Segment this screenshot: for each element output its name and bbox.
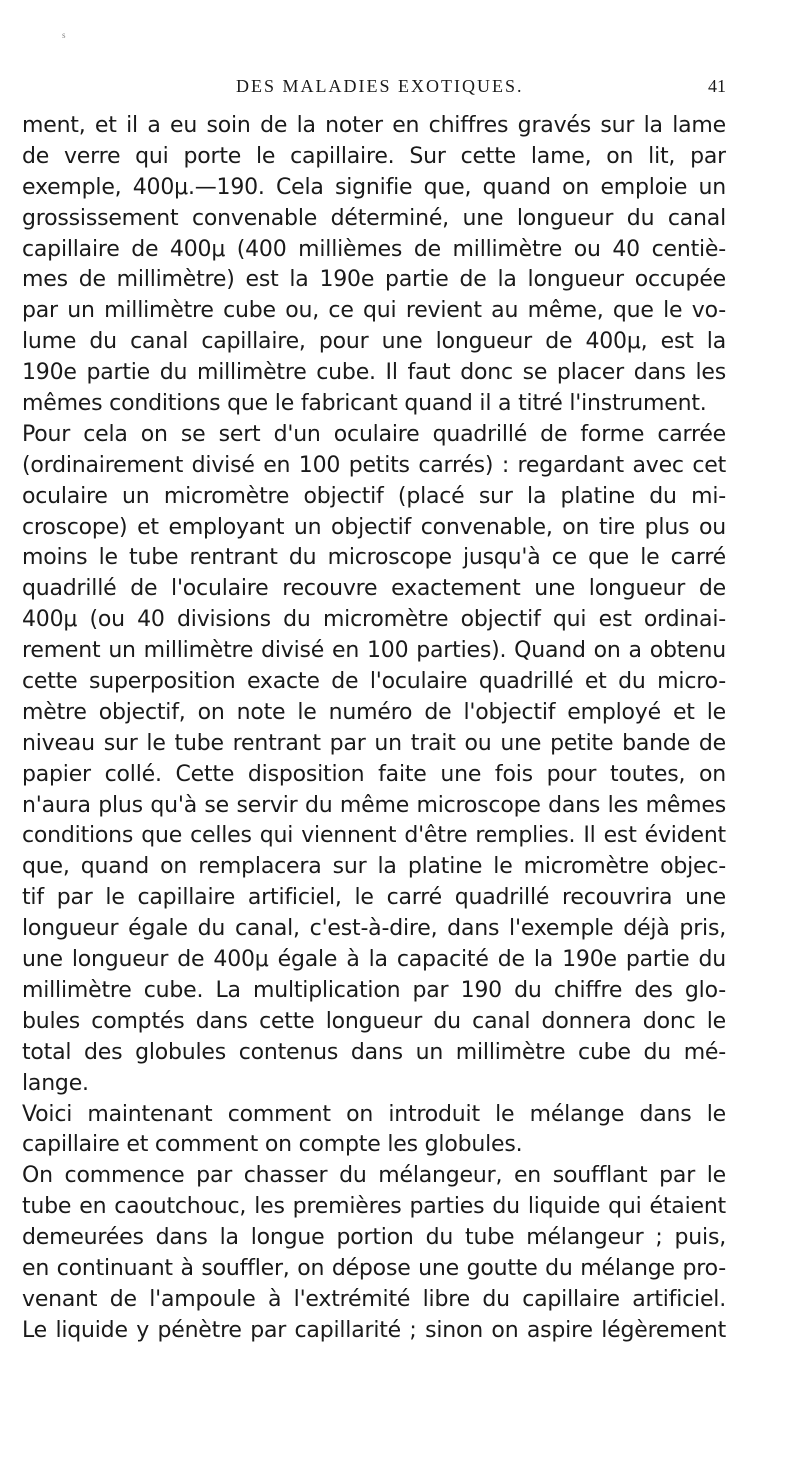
text-line: tif par le capillaire artificiel, le carré quadrillé recouvrira une: [22, 885, 726, 911]
text-line: croscope) et employant un objectif convenable, on tire plus ou: [22, 514, 726, 540]
page-number: 41: [708, 76, 726, 96]
running-title: DES MALADIES EXOTIQUES.: [236, 76, 524, 96]
text-line: une longueur de 400μ égale à la capacité de la 190e partie du: [22, 947, 726, 973]
text-line: total des globules contenus dans un millimètre cube du mé-: [22, 1039, 726, 1065]
page-header: [22, 76, 726, 106]
text-line: On commence par chasser du mélangeur, en soufflant par le: [22, 1163, 726, 1189]
text-line: n'aura plus qu'à se servir du même microscope dans les mêmes: [22, 792, 726, 818]
corner-mark: s: [62, 30, 66, 40]
body-text: [22, 111, 726, 1347]
text-line: capillaire et comment on compte les globules.: [22, 1132, 523, 1158]
text-line: moins le tube rentrant du microscope jusqu'à ce que le carré: [22, 545, 726, 571]
text-line: 190e partie du millimètre cube. Il faut donc se placer dans les: [22, 360, 726, 386]
text-line: niveau sur le tube rentrant par un trait ou une petite bande de: [22, 730, 726, 756]
text-line: mes de millimètre) est la 190e partie de la longueur occupée: [22, 267, 726, 293]
text-line: conditions que celles qui viennent d'être remplies. Il est évident: [22, 823, 726, 849]
text-line: ment, et il a eu soin de la noter en chiffres gravés sur la lame: [22, 113, 726, 138]
text-line: mêmes conditions que le fabricant quand il a titré l'instrument.: [22, 391, 707, 417]
text-line: millimètre cube. La multiplication par 190 du chiffre des glo-: [22, 977, 726, 1003]
text-line: Voici maintenant comment on introduit le mélange dans le: [22, 1101, 726, 1127]
text-line: par un millimètre cube ou, ce qui revient au même, que le vo-: [22, 298, 726, 324]
text-line: grossissement convenable déterminé, une longueur du canal: [22, 205, 726, 231]
text-line: 400μ (ou 40 divisions du micromètre objectif qui est ordinai-: [22, 607, 726, 633]
text-line: que, quand on remplacera sur la platine le micromètre objec-: [22, 854, 726, 880]
text-line: lume du canal capillaire, pour une longueur de 400μ, est la: [22, 329, 726, 355]
text-line: lange.: [22, 1070, 89, 1096]
text-line: demeurées dans la longue portion du tube mélangeur ; puis,: [22, 1225, 726, 1251]
text-line: rement un millimètre divisé en 100 parties). Quand on a obtenu: [22, 638, 726, 664]
text-line: longueur égale du canal, c'est-à-dire, dans l'exemple déjà pris,: [22, 916, 726, 942]
text-line: papier collé. Cette disposition faite une fois pour toutes, on: [22, 761, 726, 787]
text-line: mètre objectif, on note le numéro de l'objectif employé et le: [22, 699, 726, 725]
text-line: (ordinairement divisé en 100 petits carrés) : regardant avec cet: [22, 452, 726, 478]
text-line: exemple, 400μ.—190. Cela signifie que, quand on emploie un: [22, 174, 726, 200]
text-line: tube en caoutchouc, les premières parties du liquide qui étaient: [22, 1194, 726, 1220]
text-line: de verre qui porte le capillaire. Sur cette lame, on lit, par: [22, 143, 726, 169]
text-line: quadrillé de l'oculaire recouvre exactement une longueur de: [22, 576, 726, 602]
text-line: en continuant à souffler, on dépose une goutte du mélange pro-: [22, 1255, 726, 1281]
text-line: oculaire un micromètre objectif (placé sur la platine du mi-: [22, 483, 726, 509]
text-line: Le liquide y pénètre par capillarité ; sinon on aspire légèrement: [22, 1317, 726, 1343]
text-line: venant de l'ampoule à l'extrémité libre du capillaire artificiel.: [22, 1286, 726, 1312]
text-line: capillaire de 400μ (400 millièmes de millimètre ou 40 centiè-: [22, 236, 726, 262]
text-line: Pour cela on se sert d'un oculaire quadrillé de forme carrée: [22, 421, 726, 447]
text-line: bules comptés dans cette longueur du canal donnera donc le: [22, 1008, 726, 1034]
text-line: cette superposition exacte de l'oculaire quadrillé et du micro-: [22, 669, 726, 695]
